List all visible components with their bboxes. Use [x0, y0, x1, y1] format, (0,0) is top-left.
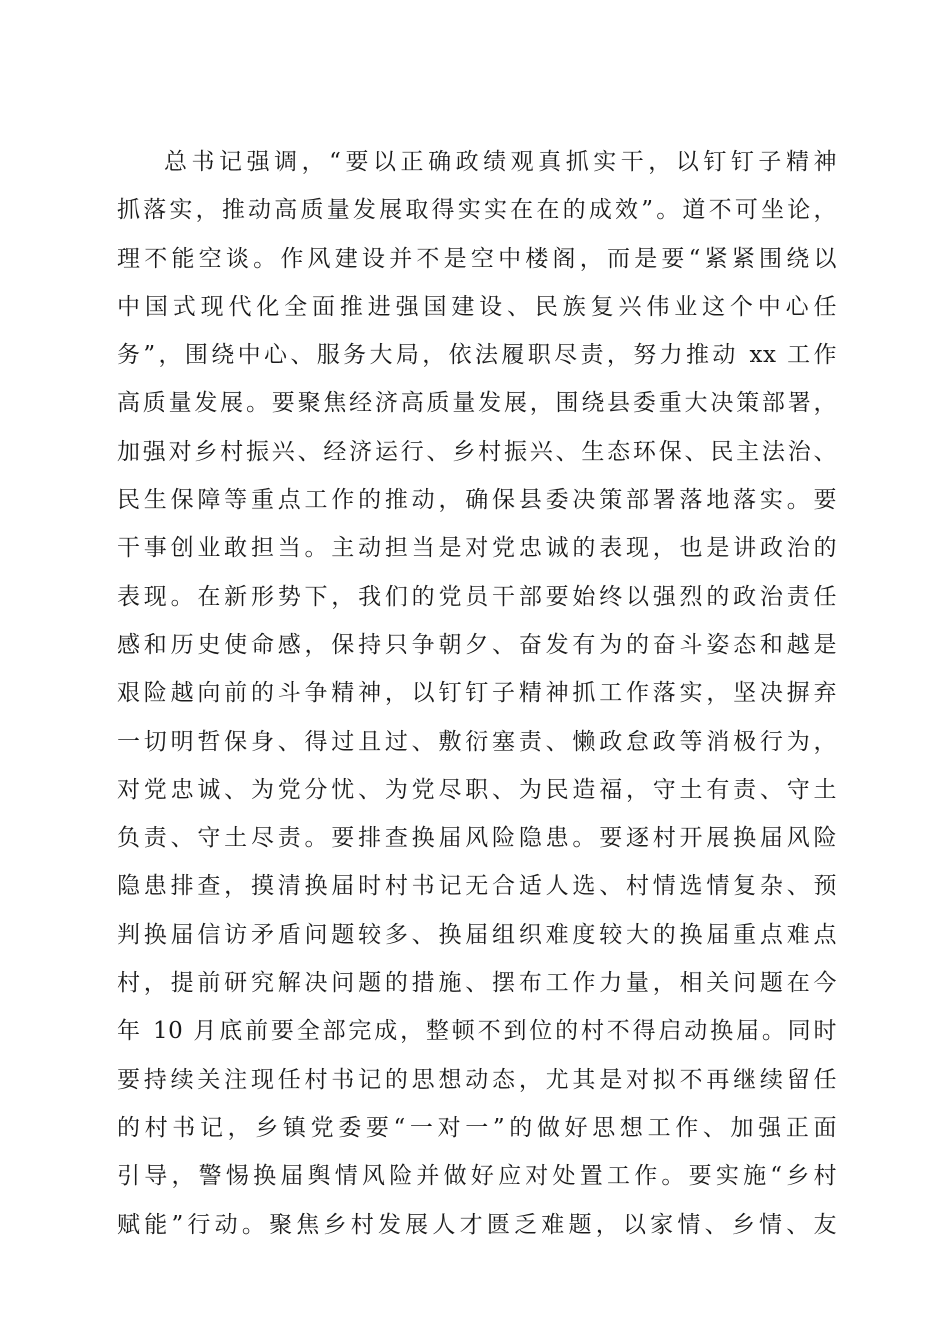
text-line: 高质量发展。要聚焦经济高质量发展，围绕县委重大决策部署，	[117, 390, 837, 417]
body-paragraph	[117, 138, 837, 1249]
text-line: 理不能空谈。作风建设并不是空中楼阁，而是要“紧紧围绕以	[117, 245, 837, 272]
text-line: 艰险越向前的斗争精神，以钉钉子精神抓工作落实，坚决摒弃	[117, 680, 837, 707]
text-line: 一切明哲保身、得过且过、敷衍塞责、懒政怠政等消极行为，	[117, 728, 837, 755]
text-line: 引导，警惕换届舆情风险并做好应对处置工作。要实施“乡村	[117, 1163, 837, 1190]
text-line: 务”，围绕中心、服务大局，依法履职尽责，努力推动 xx 工作	[117, 342, 837, 369]
text-line: 要持续关注现任村书记的思想动态，尤其是对拟不再继续留任	[117, 1066, 837, 1093]
text-line: 负责、守土尽责。要排查换届风险隐患。要逐村开展换届风险	[117, 825, 837, 852]
text-line: 加强对乡村振兴、经济运行、乡村振兴、生态环保、民主法治、	[117, 438, 837, 465]
text-line: 的村书记，乡镇党委要“一对一”的做好思想工作、加强正面	[117, 1114, 837, 1141]
text-line: 中国式现代化全面推进强国建设、民族复兴伟业这个中心任	[117, 293, 837, 320]
text-line: 总书记强调，“要以正确政绩观真抓实干，以钉钉子精神	[164, 149, 837, 175]
text-line: 干事创业敢担当。主动担当是对党忠诚的表现，也是讲政治的	[117, 535, 837, 562]
text-line: 判换届信访矛盾问题较多、换届组织难度较大的换届重点难点	[117, 921, 837, 948]
text-line: 对党忠诚、为党分忧、为党尽职、为民造福，守土有责、守土	[117, 776, 837, 803]
text-line: 村，提前研究解决问题的措施、摆布工作力量，相关问题在今	[117, 970, 837, 997]
text-line: 赋能”行动。聚焦乡村发展人才匮乏难题，以家情、乡情、友	[117, 1211, 837, 1238]
text-line: 感和历史使命感，保持只争朝夕、奋发有为的奋斗姿态和越是	[117, 631, 837, 658]
text-line: 表现。在新形势下，我们的党员干部要始终以强烈的政治责任	[117, 583, 837, 610]
text-line: 年 10 月底前要全部完成，整顿不到位的村不得启动换届。同时	[117, 1018, 837, 1045]
text-line: 隐患排查，摸清换届时村书记无合适人选、村情选情复杂、预	[117, 873, 837, 900]
text-line: 民生保障等重点工作的推动，确保县委决策部署落地落实。要	[117, 487, 837, 514]
text-line: 抓落实，推动高质量发展取得实实在在的成效”。道不可坐论，	[117, 197, 837, 224]
